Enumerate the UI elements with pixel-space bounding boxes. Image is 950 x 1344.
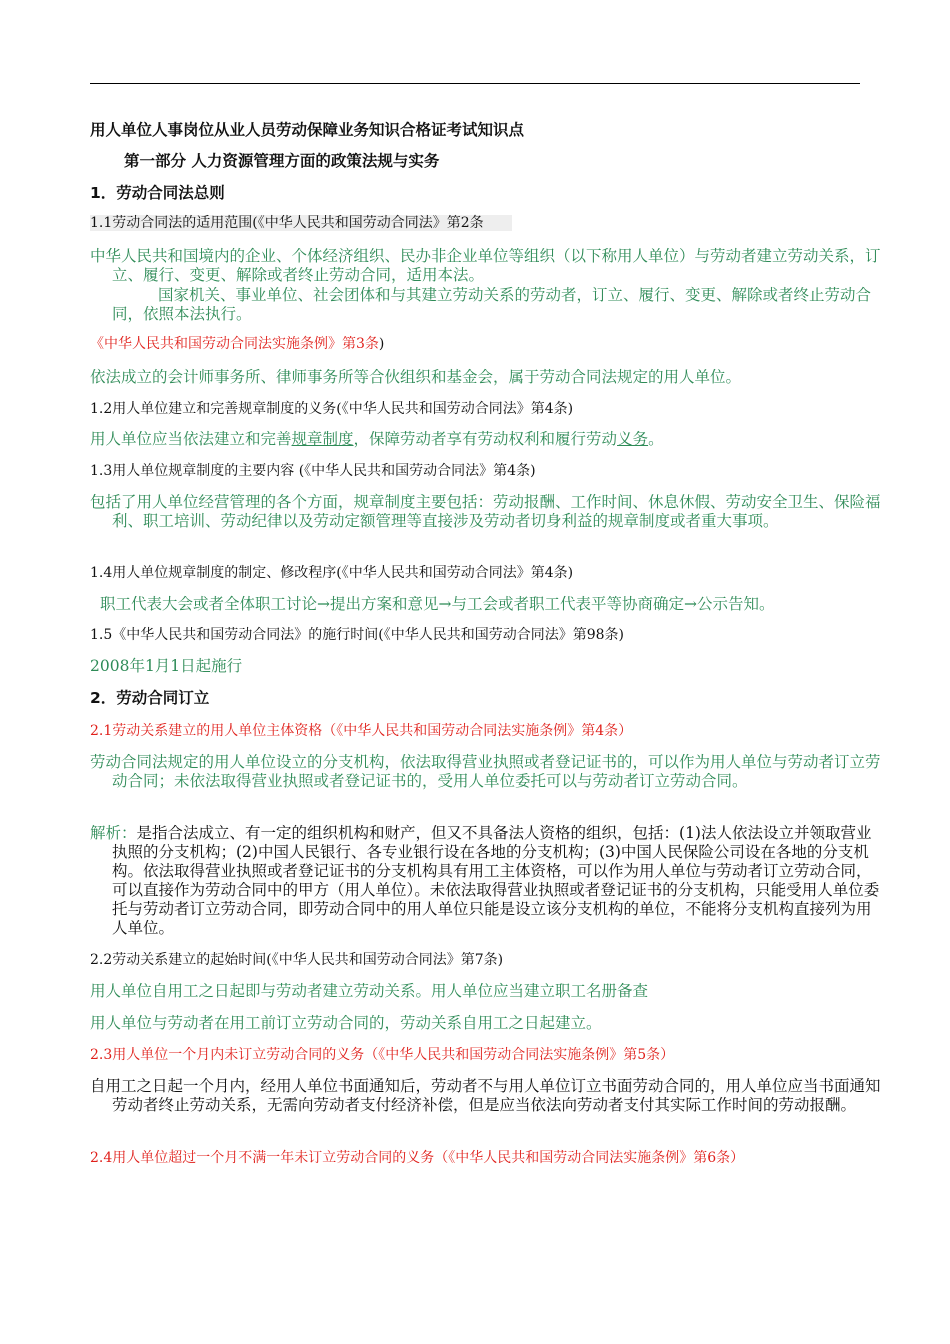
- s2-3-heading: 2.3用人单位一个月内未订立劳动合同的义务（《中华人民共和国劳动合同法实施条例》第5条）: [90, 1047, 675, 1063]
- s2-4-heading: 2.4用人单位超过一个月不满一年未订立劳动合同的义务（《中华人民共和国劳动合同法实施条例》第6条）: [90, 1150, 745, 1166]
- s1-2-heading: 1.2用人单位建立和完善规章制度的义务(《中华人民共和国劳动合同法》第4条): [90, 401, 574, 417]
- s2-1-note-label: 解析：: [90, 824, 137, 842]
- s1-2-para: [90, 430, 860, 449]
- s2-1-note-text: 是指合法成立、有一定的组织机构和财产，但又不具备法人资格的组织，包括：(1)法人依法设立并领取营业执照的分支机构；(2)中国人民银行、各专业银行设在各地的分支机构；(3)中国人民保险公司设在各地的分支机构。依法取得营业执照或者登记证书的分支机构具有用工主体资格，可以作为用人单位与劳动者订立劳动合同，可以直接作为劳动合同中的甲方（用人单位）。未依法取得营业执照或者登记证书的分支机构，只能受用人单位委托与劳动者订立劳动合同，即劳动合同中的用人单位只能是设立该分支机构的单位，不能将分支机构直接列为用人单位。: [112, 824, 880, 937]
- s1-1-ref: 《中华人民共和国劳动合同法实施条例》第3条: [90, 336, 379, 352]
- section-2-heading: 2．劳动合同订立: [90, 689, 210, 707]
- part-heading: 第一部分 人力资源管理方面的政策法规与实务: [124, 152, 440, 170]
- s2-1-note: [90, 824, 882, 938]
- s1-1-para2: 国家机关、事业单位、社会团体和与其建立劳动关系的劳动者，订立、履行、变更、解除或者终止劳动合同，依照本法执行。: [112, 286, 872, 323]
- s1-1-para3: 依法成立的会计师事务所、律师事务所等合伙组织和基金会，属于劳动合同法规定的用人单位。: [90, 368, 742, 386]
- s2-2-heading: 2.2劳动关系建立的起始时间(《中华人民共和国劳动合同法》第7条): [90, 952, 504, 968]
- s1-1-para1: 中华人民共和国境内的企业、个体经济组织、民办非企业单位等组织（以下称用人单位）与劳动者建立劳动关系，订立、履行、变更、解除或者终止劳动合同，适用本法。: [90, 247, 881, 284]
- s1-2-end: 。: [648, 430, 664, 448]
- s1-1-ref-tail: ): [378, 336, 385, 352]
- link-duty[interactable]: 义务: [617, 430, 649, 448]
- s1-5-heading: 1.5《中华人民共和国劳动合同法》的施行时间(《中华人民共和国劳动合同法》第98条): [90, 627, 625, 643]
- s1-4-heading: 1.4用人单位规章制度的制定、修改程序(《中华人民共和国劳动合同法》第4条): [90, 565, 574, 581]
- s1-2-mid: ，保障劳动者享有劳动权利和履行劳动: [353, 430, 618, 448]
- s1-2-pre: 用人单位应当依法建立和完善: [90, 430, 292, 448]
- s1-1-ref-line: [90, 335, 860, 353]
- s2-2-para1: 用人单位自用工之日起即与劳动者建立劳动关系。用人单位应当建立职工名册备查: [90, 982, 649, 1000]
- s2-1-para: 劳动合同法规定的用人单位设立的分支机构，依法取得营业执照或者登记证书的，可以作为用人单位与劳动者订立劳动合同；未依法取得营业执照或者登记证书的，受用人单位委托可以与劳动者订立劳动合同。: [90, 753, 881, 790]
- s1-3-heading: 1.3用人单位规章制度的主要内容 (《中华人民共和国劳动合同法》第4条): [90, 463, 536, 479]
- link-rules[interactable]: 规章制度: [291, 430, 354, 448]
- s1-4-para: 职工代表大会或者全体职工讨论→提出方案和意见→与工会或者职工代表平等协商确定→公示告知。: [100, 595, 775, 613]
- s2-2-para2: 用人单位与劳动者在用工前订立劳动合同的，劳动关系自用工之日起建立。: [90, 1014, 602, 1032]
- s2-1-heading: 2.1劳动关系建立的用人单位主体资格（《中华人民共和国劳动合同法实施条例》第4条）: [90, 723, 633, 739]
- s1-1-heading-text: 1.1劳动合同法的适用范围(《中华人民共和国劳动合同法》第2条: [90, 215, 512, 231]
- s1-5-para: 2008年1月1日起施行: [90, 657, 243, 675]
- header-rule: [90, 83, 860, 84]
- section-1-heading: 1．劳动合同法总则: [90, 184, 225, 202]
- s1-1-para2-wrap: [90, 286, 882, 324]
- s2-3-para: 自用工之日起一个月内，经用人单位书面通知后，劳动者不与用人单位订立书面劳动合同的，用人单位应当书面通知劳动者终止劳动关系，无需向劳动者支付经济补偿，但是应当依法向劳动者支付其实际工作时间的劳动报酬。: [90, 1077, 881, 1114]
- doc-title: 用人单位人事岗位从业人员劳动保障业务知识合格证考试知识点: [90, 121, 525, 139]
- s1-1-heading: [90, 214, 860, 232]
- s1-3-para: 包括了用人单位经营管理的各个方面，规章制度主要包括：劳动报酬、工作时间、休息休假、劳动安全卫生、保险福利、职工培训、劳动纪律以及劳动定额管理等直接涉及劳动者切身利益的规章制度或者重大事项。: [90, 493, 881, 530]
